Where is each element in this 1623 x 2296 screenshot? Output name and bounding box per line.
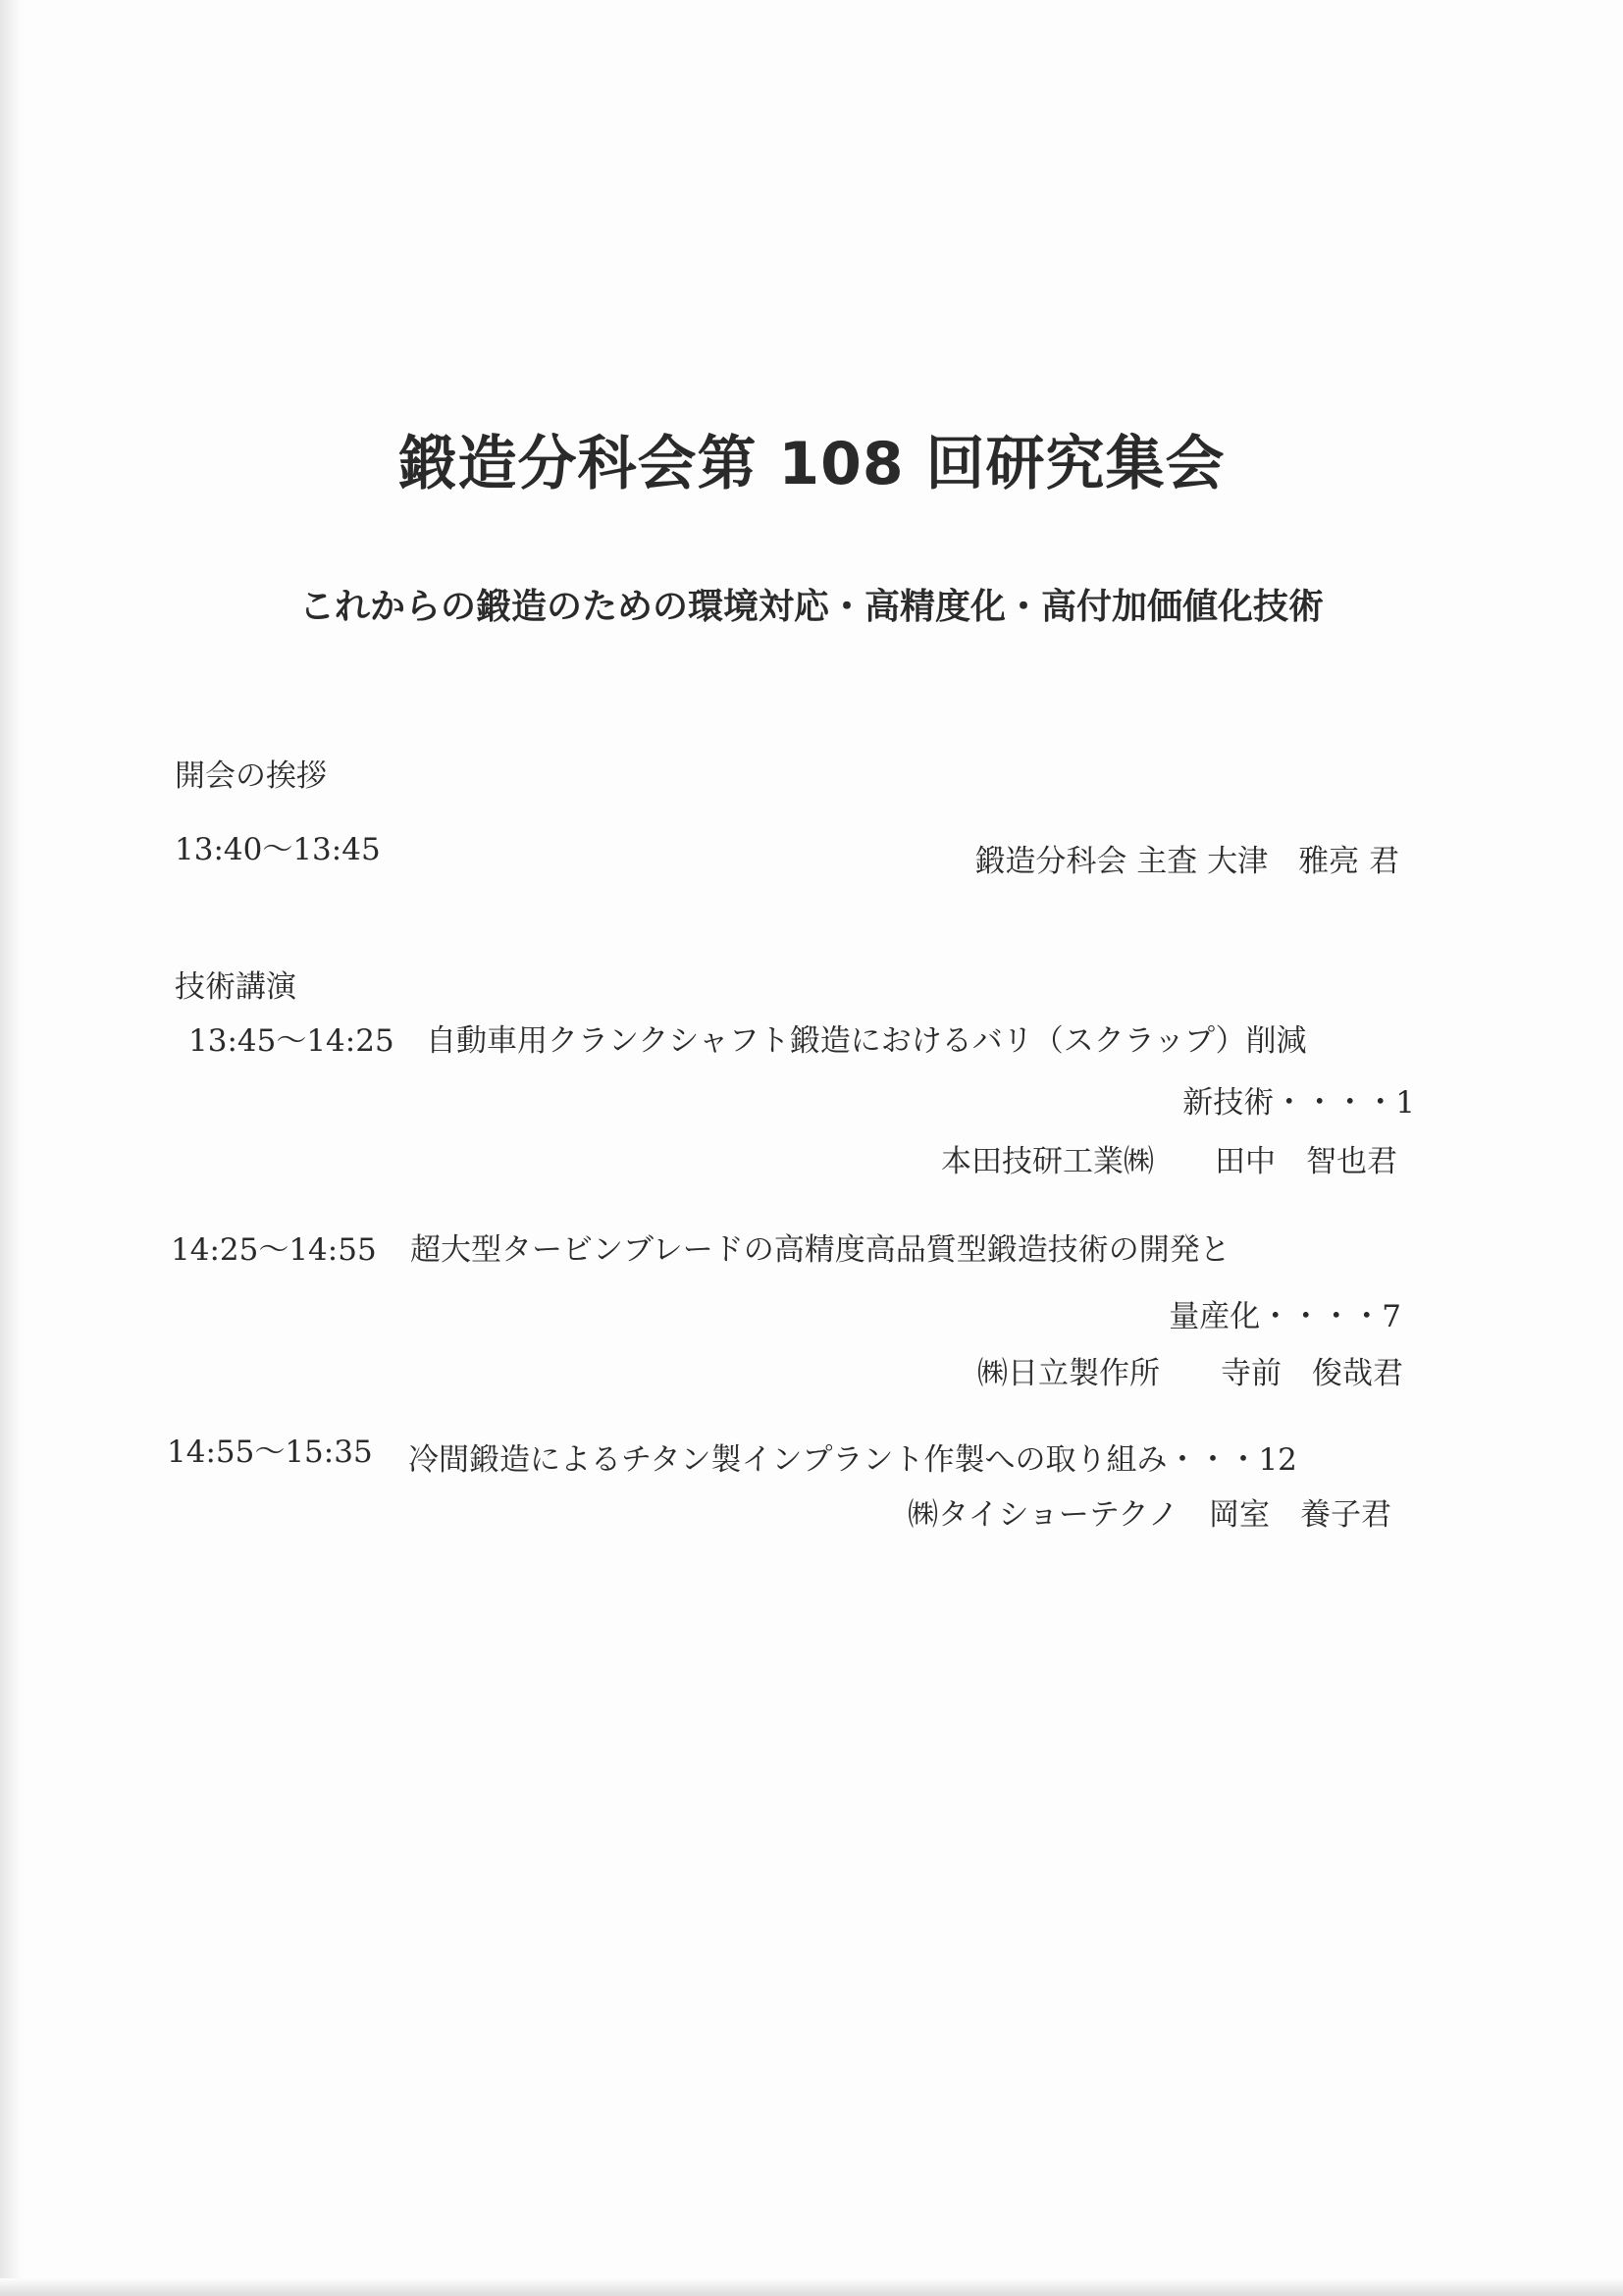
lecture-2-title-cont: 量産化・・・・7 [1169,1299,1401,1334]
document-title: 鍛造分科会第 108 回研究集会 [397,430,1226,498]
lectures-heading: 技術講演 [175,969,296,1005]
opening-heading: 開会の挨拶 [175,758,327,794]
lecture-1-speaker: 本田技研工業㈱ 田中 智也君 [941,1144,1397,1179]
lecture-3-title: 冷間鍛造によるチタン製インプラント作製への取り組み・・・12 [408,1442,1297,1478]
scan-edge-left [0,0,22,2296]
document-subtitle: これからの鍛造のための環境対応・高精度化・高付加価値化技術 [298,587,1324,627]
lecture-1-title-cont: 新技術・・・・1 [1182,1085,1415,1121]
lecture-1-time: 13:45〜14:25 [188,1023,394,1059]
opening-speaker: 鍛造分科会 主査 大津 雅亮 君 [974,844,1399,879]
lecture-2-speaker: ㈱日立製作所 寺前 俊哉君 [977,1356,1403,1391]
lecture-1-title: 自動車用クランクシャフト鍛造におけるバリ（スクラップ）削減 [426,1023,1307,1059]
lecture-3-speaker: ㈱タイショーテクノ 岡室 養子君 [908,1497,1391,1533]
scan-edge-bottom [0,2278,1623,2296]
lecture-2-time: 14:25〜14:55 [171,1232,377,1268]
lecture-3-time: 14:55〜15:35 [167,1435,373,1470]
lecture-2-title: 超大型タービンブレードの高精度高品質型鍛造技術の開発と [410,1232,1230,1268]
opening-time: 13:40〜13:45 [175,832,381,867]
